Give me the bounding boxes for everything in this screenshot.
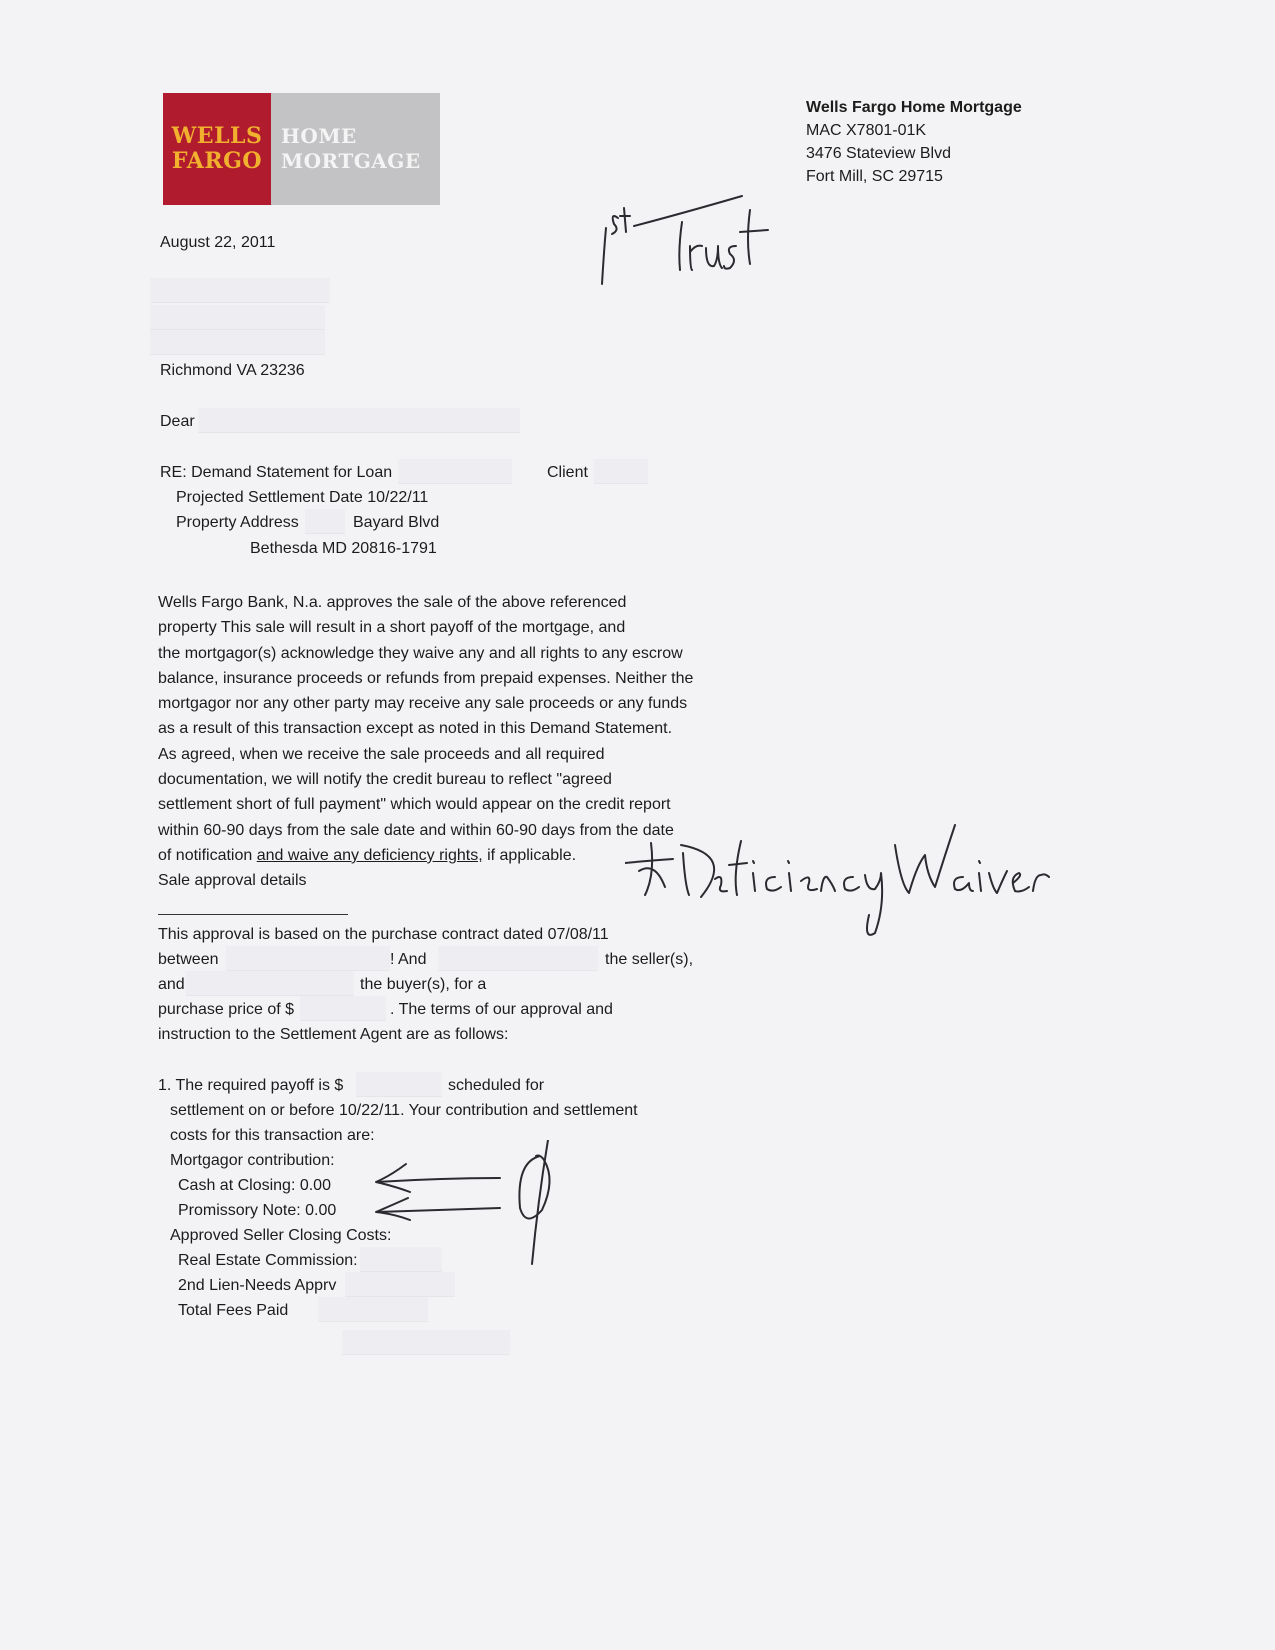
paragraph-line: property This sale will result in a short payoff of the mortgage, and: [158, 619, 626, 637]
real-estate-commission: Real Estate Commission:: [178, 1252, 358, 1269]
re-settlement-date: Projected Settlement Date 10/22/11: [176, 489, 429, 506]
redacted-client-number: [594, 459, 648, 484]
re-property-street: Bayard Blvd: [353, 514, 440, 531]
sender-name: Wells Fargo Home Mortgage: [806, 99, 1022, 116]
re-client-label: Client: [547, 464, 588, 481]
seller-closing-costs-heading: Approved Seller Closing Costs:: [170, 1227, 392, 1244]
payoff-required: 1. The required payoff is $: [158, 1077, 344, 1094]
logo-red-block: [163, 93, 271, 205]
arrow-to-cash-at-closing: [378, 1178, 500, 1182]
paragraph-segment: of notification: [158, 846, 257, 864]
paragraph-line: mortgagor nor any other party may receive any sale proceeds or any funds: [158, 695, 688, 713]
paragraph-line: As agreed, when we receive the sale proceeds and all required: [158, 745, 605, 763]
approval-and-mid: ! And: [390, 951, 427, 968]
paragraph-line: settlement short of full payment" which would appear on the credit report: [158, 796, 671, 814]
re-property-label: Property Address: [176, 514, 299, 531]
zero-symbol: [519, 1156, 549, 1219]
approval-between: between: [158, 951, 219, 968]
redacted-commission-amount: [360, 1247, 442, 1272]
approval-terms: . The terms of our approval and: [390, 1001, 613, 1018]
mortgagor-contribution-heading: Mortgagor contribution:: [170, 1152, 335, 1169]
salutation: Dear: [160, 413, 195, 430]
cash-at-closing: Cash at Closing: 0.00: [178, 1177, 331, 1194]
paragraph-line: [158, 843, 738, 868]
redacted-recipient-address-2: [150, 330, 325, 355]
letter-date: August 22, 2011: [160, 234, 276, 251]
logo-gray-block: [271, 93, 440, 205]
payoff-settlement-line: settlement on or before 10/22/11. Your contribution and settlement: [170, 1102, 638, 1119]
redacted-buyers: [186, 971, 354, 996]
approval-price-label: purchase price of $: [158, 1001, 295, 1018]
approval-paragraph: [158, 590, 738, 894]
sale-approval-details-heading: Sale approval details: [158, 872, 307, 890]
redacted-total-fees: [318, 1297, 428, 1322]
sender-street: 3476 Stateview Blvd: [806, 145, 951, 162]
paragraph-line: documentation, we will notify the credit bureau to reflect "agreed: [158, 771, 612, 789]
paragraph-line: the mortgagor(s) acknowledge they waive any and all rights to any escrow: [158, 644, 683, 662]
logo-home: HOME: [281, 124, 357, 148]
handwritten-1st-trust: [590, 190, 790, 290]
payoff-scheduled: scheduled for: [448, 1077, 545, 1094]
total-fees-paid: Total Fees Paid: [178, 1302, 289, 1319]
redacted-purchase-price: [300, 996, 386, 1021]
arrow-to-promissory-note: [378, 1208, 500, 1212]
re-subject: RE: Demand Statement for Loan: [160, 464, 393, 481]
redacted-salutation-names: [198, 408, 520, 433]
second-lien: 2nd Lien-Needs Apprv: [178, 1277, 337, 1294]
recipient-city: Richmond VA 23236: [160, 362, 305, 379]
redacted-street-number: [305, 509, 345, 534]
approval-sellers: the seller(s),: [605, 951, 694, 968]
redacted-seller-2: [438, 946, 598, 971]
redacted-extra-line: [342, 1330, 510, 1355]
approval-and: and: [158, 976, 185, 993]
sender-mac: MAC X7801-01K: [806, 122, 927, 139]
sender-city: Fort Mill, SC 29715: [806, 168, 943, 185]
paragraph-line: within 60-90 days from the sale date and within 60-90 days from the date: [158, 821, 674, 839]
separator-line: [158, 914, 348, 915]
approval-buyers: the buyer(s), for a: [360, 976, 487, 993]
paragraph-line: balance, insurance proceeds or refunds from prepaid expenses. Neither the: [158, 669, 694, 687]
paragraph-line: as a result of this transaction except as noted in this Demand Statement.: [158, 720, 673, 738]
payoff-costs-line: costs for this transaction are:: [170, 1127, 375, 1144]
paragraph-segment: if applicable.: [482, 846, 577, 864]
redacted-recipient-address-1: [150, 305, 325, 330]
wells-fargo-home-mortgage-logo: [163, 93, 440, 205]
handwritten-underlined-deficiency-rights: and waive any deficiency rights,: [256, 846, 483, 864]
logo-fargo: FARGO: [171, 148, 263, 174]
redacted-second-lien-amount: [345, 1272, 455, 1297]
redacted-payoff-amount: [356, 1072, 442, 1097]
redacted-recipient-name: [150, 278, 330, 303]
logo-mortgage: MORTGAGE: [281, 149, 421, 173]
promissory-note: Promissory Note: 0.00: [178, 1202, 337, 1219]
redacted-loan-number: [398, 459, 512, 484]
approval-instruction: instruction to the Settlement Agent are as follows:: [158, 1026, 509, 1043]
paragraph-line: Wells Fargo Bank, N.a. approves the sale of the above referenced: [158, 594, 627, 611]
redacted-seller-1: [226, 946, 390, 971]
re-property-city: Bethesda MD 20816-1791: [250, 540, 437, 557]
approval-contract-line: This approval is based on the purchase contract dated 07/08/11: [158, 926, 609, 943]
logo-wells: WELLS: [171, 123, 263, 149]
